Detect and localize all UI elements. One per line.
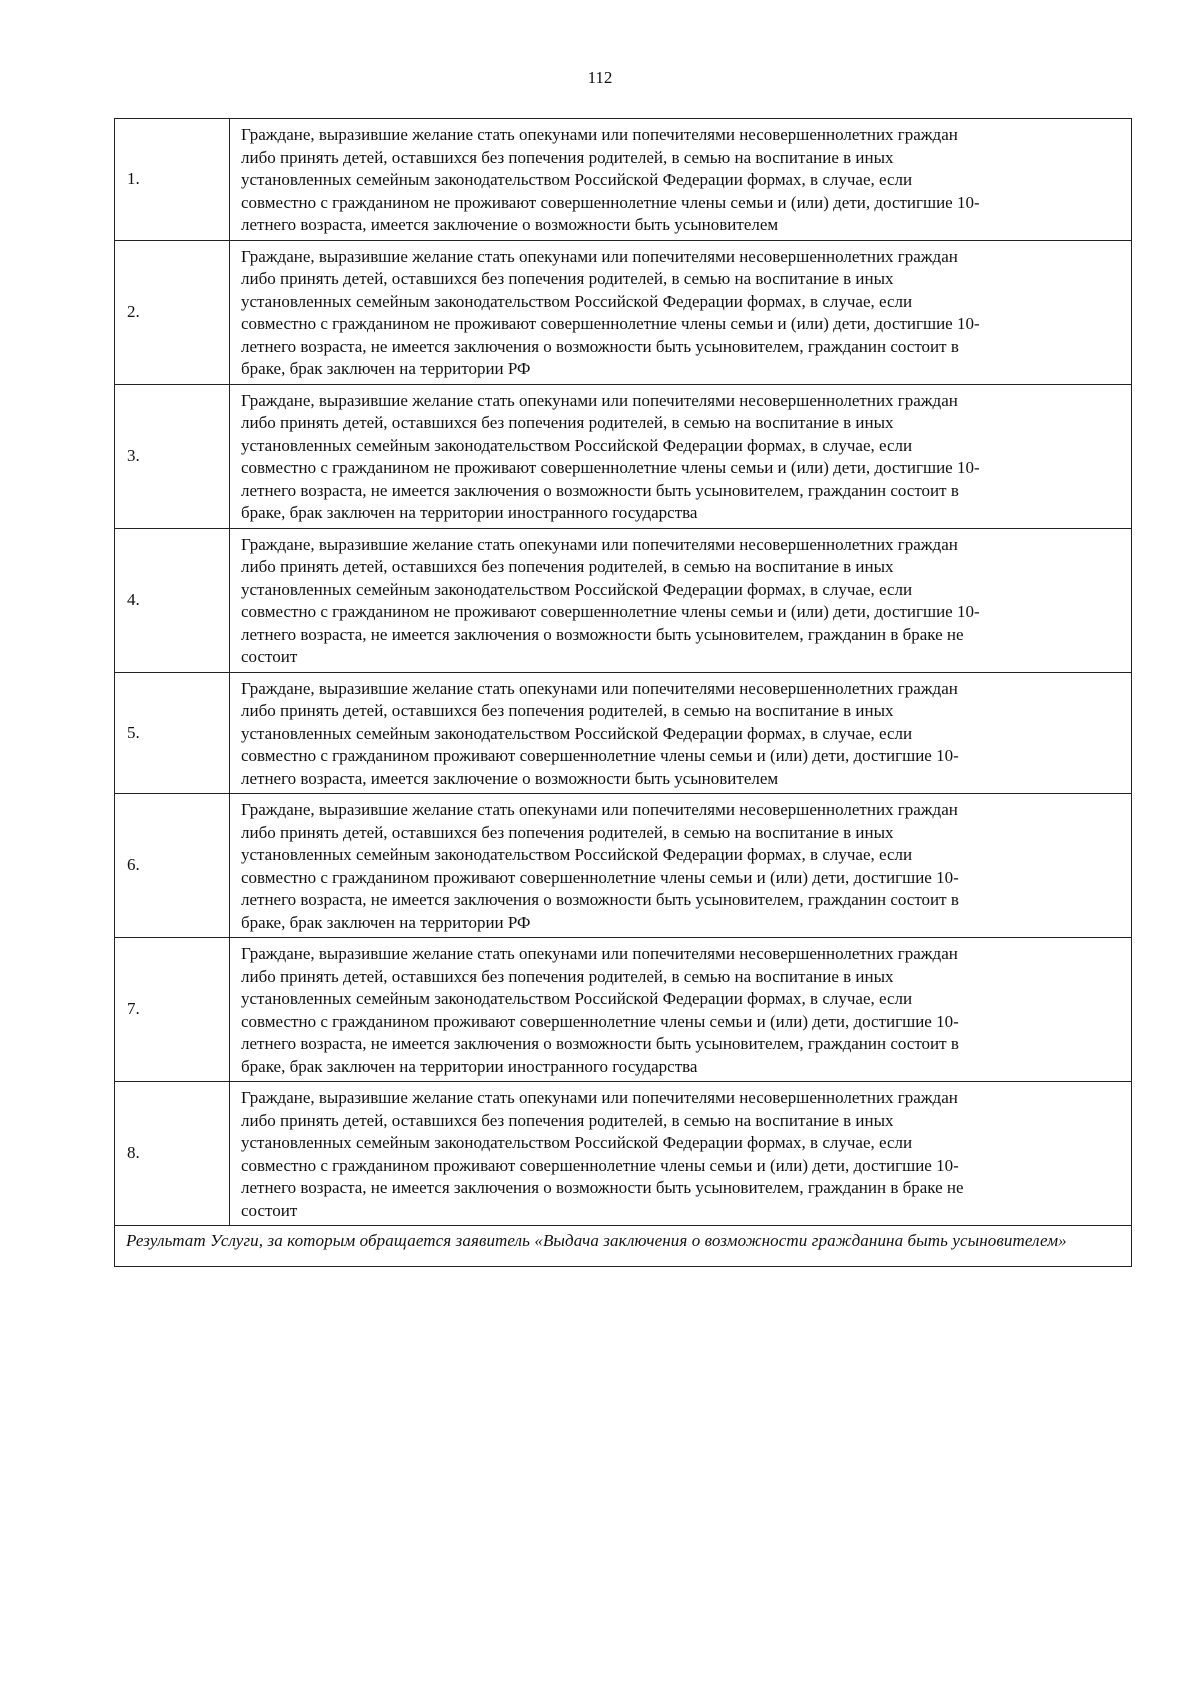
row-text (230, 1082, 1132, 1226)
text-line: Граждане, выразившие желание стать опекунами или попечителями несовершеннолетних граждан (241, 944, 958, 963)
page-number: 112 (587, 68, 613, 87)
table-row (115, 938, 1132, 1082)
table-row (115, 672, 1132, 794)
text-line: летнего возраста, имеется заключение о возможности быть усыновителем (241, 768, 779, 788)
text-line: либо принять детей, оставшихся без попечения родителей, в семью на воспитание в иных (241, 822, 894, 842)
text-line: установленных семейным законодательством Российской Федерации формах, в случае, если (241, 989, 913, 1008)
text-line: браке, брак заключен на территории РФ (241, 359, 531, 378)
table-row (115, 240, 1132, 384)
text-line: совместно с гражданином проживают совершеннолетние члены семьи и (или) дети, достигшие 10- (241, 1155, 959, 1175)
row-number: 8. (115, 1082, 230, 1226)
text-line: установленных семейным законодательством Российской Федерации формах, в случае, если (241, 291, 913, 311)
text-line: летнего возраста, не имеется заключения о возможности быть усыновителем, гражданин в браке не (241, 624, 964, 644)
text-line: совместно с гражданином не проживают совершеннолетние члены семьи и (или) дети, достигшие 10- (241, 602, 980, 621)
table-row (115, 1082, 1132, 1226)
row-text (230, 119, 1132, 241)
row-text (230, 672, 1132, 794)
text-line: установленных семейным законодательством Российской Федерации формах, в случае, если (241, 170, 913, 189)
text-line: либо принять детей, оставшихся без попечения родителей, в семью на воспитание в иных (241, 701, 894, 720)
text-line: Граждане, выразившие желание стать опекунами или попечителями несовершеннолетних граждан (241, 390, 958, 410)
text-line: либо принять детей, оставшихся без попечения родителей, в семью на воспитание в иных (241, 413, 894, 432)
text-line: установленных семейным законодательством Российской Федерации формах, в случае, если (241, 723, 913, 743)
text-line: браке, брак заключен на территории иностранного государства (241, 503, 698, 522)
row-text (230, 528, 1132, 672)
text-line: летнего возраста, не имеется заключения о возможности быть усыновителем, гражданин состоит в (241, 336, 959, 356)
table-row (115, 384, 1132, 528)
row-number: 7. (115, 938, 230, 1082)
row-number: 5. (115, 672, 230, 794)
text-line: совместно с гражданином проживают совершеннолетние члены семьи и (или) дети, достигшие 10- (241, 867, 959, 887)
text-line: летнего возраста, имеется заключение о возможности быть усыновителем (241, 215, 779, 234)
text-line: состоит (241, 1200, 298, 1220)
result-row (115, 1226, 1132, 1267)
text-line: установленных семейным законодательством Российской Федерации формах, в случае, если (241, 1133, 913, 1152)
text-line: установленных семейным законодательством Российской Федерации формах, в случае, если (241, 579, 913, 599)
row-text (230, 938, 1132, 1082)
text-line: состоит (241, 647, 298, 666)
row-number: 3. (115, 384, 230, 528)
text-line: Граждане, выразившие желание стать опекунами или попечителями несовершеннолетних граждан (241, 678, 958, 698)
text-line: совместно с гражданином проживают совершеннолетние члены семьи и (или) дети, достигшие 10- (241, 746, 959, 765)
text-line: Граждане, выразившие желание стать опекунами или попечителями несовершеннолетних граждан (241, 534, 958, 554)
row-number: 2. (115, 240, 230, 384)
text-line: либо принять детей, оставшихся без попечения родителей, в семью на воспитание в иных (241, 966, 894, 986)
text-line: браке, брак заключен на территории иностранного государства (241, 1056, 698, 1076)
text-line: либо принять детей, оставшихся без попечения родителей, в семью на воспитание в иных (241, 557, 894, 576)
row-text (230, 794, 1132, 938)
text-line: совместно с гражданином не проживают совершеннолетние члены семьи и (или) дети, достигшие 10- (241, 458, 980, 477)
text-line: Граждане, выразившие желание стать опекунами или попечителями несовершеннолетних граждан (241, 1088, 958, 1107)
text-line: Граждане, выразившие желание стать опекунами или попечителями несовершеннолетних граждан (241, 246, 958, 266)
text-line: совместно с гражданином не проживают совершеннолетние члены семьи и (или) дети, достигшие 10- (241, 314, 980, 333)
text-line: летнего возраста, не имеется заключения о возможности быть усыновителем, гражданин в браке не (241, 1178, 964, 1197)
row-text (230, 384, 1132, 528)
table-row (115, 528, 1132, 672)
text-line: совместно с гражданином не проживают совершеннолетние члены семьи и (или) дети, достигшие 10- (241, 192, 980, 212)
row-number: 4. (115, 528, 230, 672)
text-line: Граждане, выразившие желание стать опекунами или попечителями несовершеннолетних граждан (241, 800, 958, 819)
document-table (114, 118, 1132, 1267)
text-line: совместно с гражданином проживают совершеннолетние члены семьи и (или) дети, достигшие 10- (241, 1011, 959, 1031)
text-line: летнего возраста, не имеется заключения о возможности быть усыновителем, гражданин состоит в (241, 890, 959, 909)
row-text (230, 240, 1132, 384)
text-line: либо принять детей, оставшихся без попечения родителей, в семью на воспитание в иных (241, 1110, 894, 1130)
row-number: 6. (115, 794, 230, 938)
result-text: Результат Услуги, за которым обращается заявитель «Выдача заключения о возможности гражданина быть усыновителем» (115, 1226, 1132, 1267)
text-line: либо принять детей, оставшихся без попечения родителей, в семью на воспитание в иных (241, 147, 894, 167)
text-line: летнего возраста, не имеется заключения о возможности быть усыновителем, гражданин состоит в (241, 480, 959, 500)
text-line: браке, брак заключен на территории РФ (241, 912, 531, 932)
text-line: установленных семейным законодательством Российской Федерации формах, в случае, если (241, 845, 913, 864)
text-line: Граждане, выразившие желание стать опекунами или попечителями несовершеннолетних граждан (241, 125, 958, 144)
row-number: 1. (115, 119, 230, 241)
text-line: установленных семейным законодательством Российской Федерации формах, в случае, если (241, 435, 913, 455)
text-line: либо принять детей, оставшихся без попечения родителей, в семью на воспитание в иных (241, 269, 894, 288)
table-row (115, 794, 1132, 938)
table-body (115, 119, 1132, 1267)
text-line: летнего возраста, не имеется заключения о возможности быть усыновителем, гражданин состоит в (241, 1034, 959, 1053)
table-row (115, 119, 1132, 241)
